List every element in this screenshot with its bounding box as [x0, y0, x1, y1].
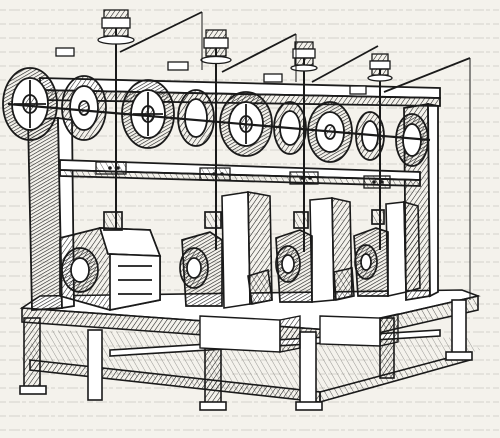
press-slabs [222, 192, 420, 308]
pulley-wheel-2 [62, 76, 106, 140]
hopper-boxes [200, 314, 398, 352]
